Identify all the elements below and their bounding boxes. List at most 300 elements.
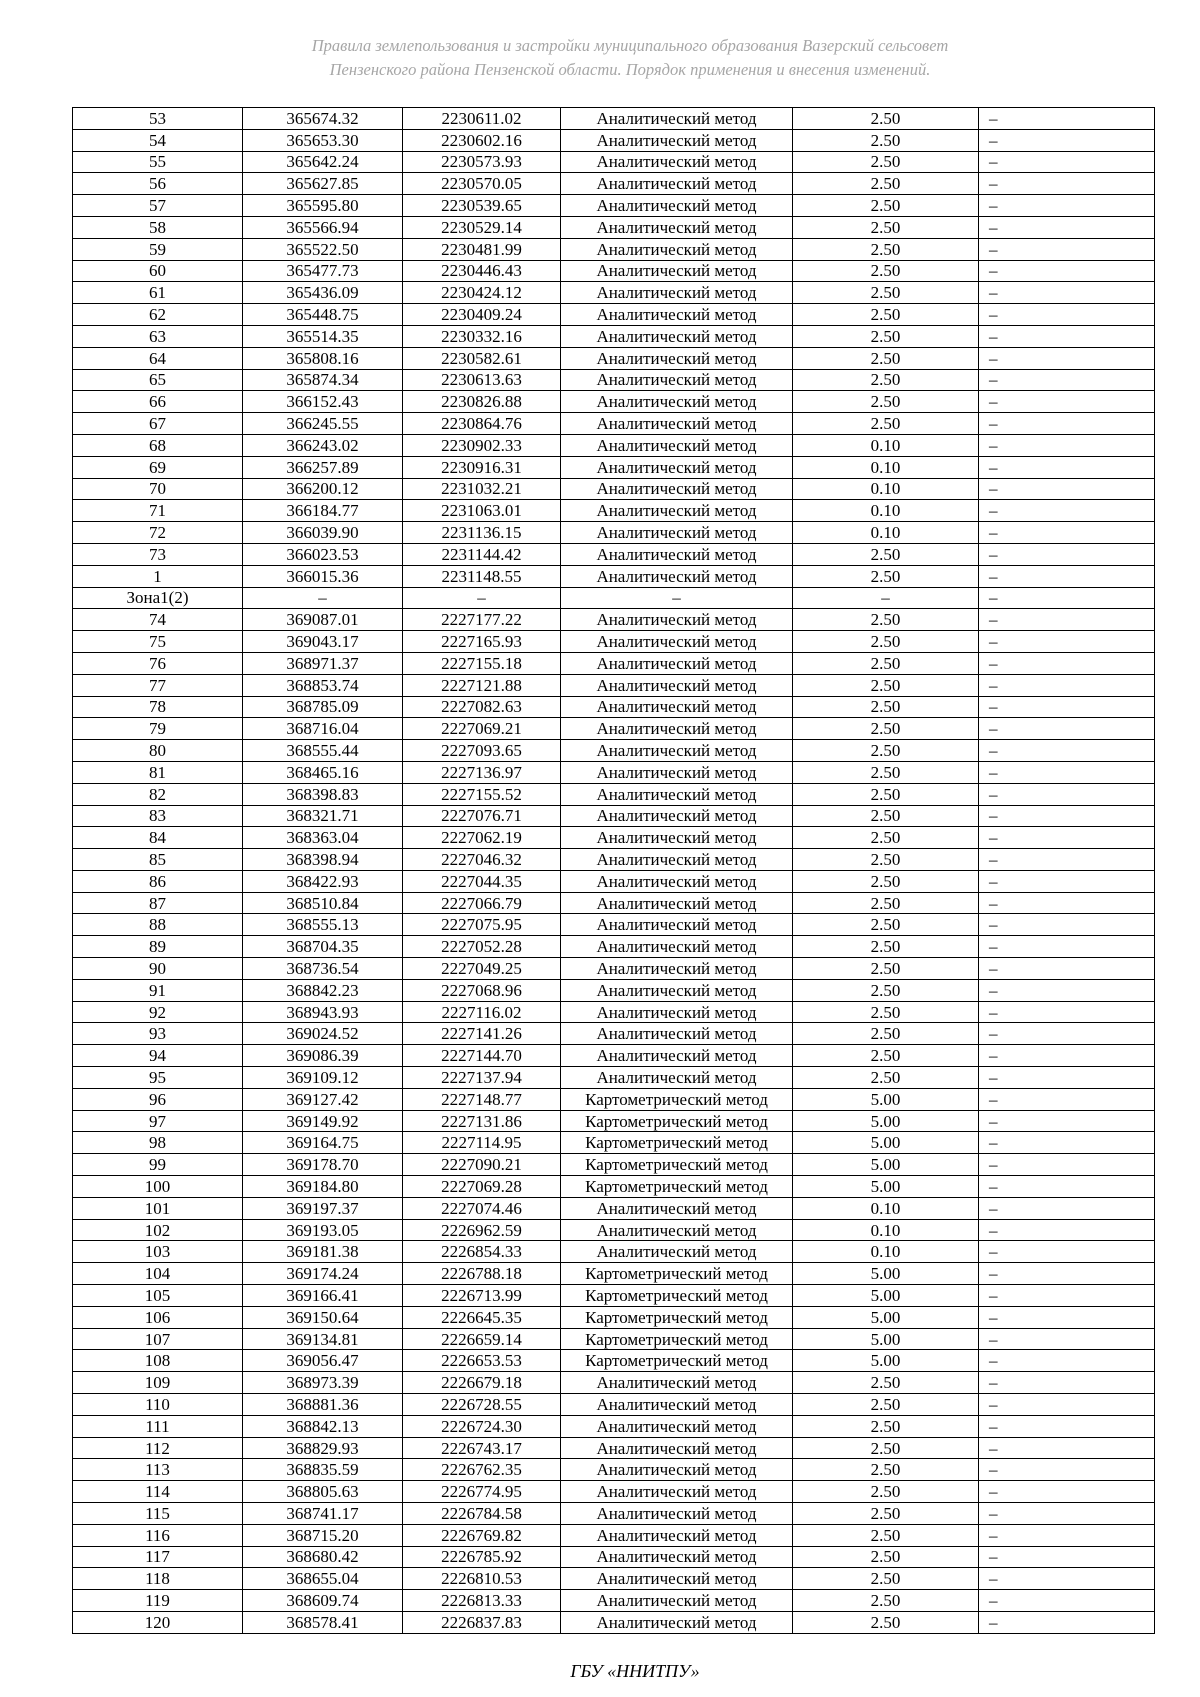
table-row bbox=[73, 304, 1155, 326]
y-coordinate-cell: 2226713.99 bbox=[403, 1285, 561, 1307]
method-cell: Аналитический метод bbox=[561, 173, 793, 195]
accuracy-cell: 5.00 bbox=[793, 1263, 979, 1285]
method-cell: Аналитический метод bbox=[561, 478, 793, 500]
page-header bbox=[140, 34, 1120, 82]
accuracy-cell: 0.10 bbox=[793, 478, 979, 500]
point-number-cell: 108 bbox=[73, 1350, 243, 1372]
description-cell: – bbox=[979, 936, 1155, 958]
point-number-cell: 57 bbox=[73, 195, 243, 217]
accuracy-cell: 0.10 bbox=[793, 500, 979, 522]
x-coordinate-cell: 368842.13 bbox=[243, 1415, 403, 1437]
accuracy-cell: 2.50 bbox=[793, 849, 979, 871]
accuracy-cell: 2.50 bbox=[793, 1503, 979, 1525]
method-cell: Аналитический метод bbox=[561, 108, 793, 130]
x-coordinate-cell: 368835.59 bbox=[243, 1459, 403, 1481]
y-coordinate-cell: 2230409.24 bbox=[403, 304, 561, 326]
point-number-cell: 118 bbox=[73, 1568, 243, 1590]
description-cell: – bbox=[979, 892, 1155, 914]
method-cell: Аналитический метод bbox=[561, 151, 793, 173]
description-cell: – bbox=[979, 1219, 1155, 1241]
x-coordinate-cell: 368655.04 bbox=[243, 1568, 403, 1590]
point-number-cell: 106 bbox=[73, 1306, 243, 1328]
method-cell: Аналитический метод bbox=[561, 849, 793, 871]
table-row bbox=[73, 522, 1155, 544]
method-cell: Аналитический метод bbox=[561, 1023, 793, 1045]
x-coordinate-cell: 369024.52 bbox=[243, 1023, 403, 1045]
y-coordinate-cell: 2226785.92 bbox=[403, 1546, 561, 1568]
accuracy-cell: 0.10 bbox=[793, 1219, 979, 1241]
method-cell: Аналитический метод bbox=[561, 783, 793, 805]
point-number-cell: 114 bbox=[73, 1481, 243, 1503]
description-cell: – bbox=[979, 1394, 1155, 1416]
accuracy-cell: 2.50 bbox=[793, 391, 979, 413]
accuracy-cell: 5.00 bbox=[793, 1350, 979, 1372]
y-coordinate-cell: 2226743.17 bbox=[403, 1437, 561, 1459]
accuracy-cell: 2.50 bbox=[793, 1568, 979, 1590]
x-coordinate-cell: 368736.54 bbox=[243, 958, 403, 980]
method-cell: Аналитический метод bbox=[561, 1611, 793, 1633]
accuracy-cell: 2.50 bbox=[793, 1481, 979, 1503]
method-cell: Картометрический метод bbox=[561, 1306, 793, 1328]
table-row bbox=[73, 1067, 1155, 1089]
x-coordinate-cell: 368578.41 bbox=[243, 1611, 403, 1633]
point-number-cell: 77 bbox=[73, 674, 243, 696]
x-coordinate-cell: 369166.41 bbox=[243, 1285, 403, 1307]
point-number-cell: 112 bbox=[73, 1437, 243, 1459]
description-cell: – bbox=[979, 805, 1155, 827]
table-row bbox=[73, 1503, 1155, 1525]
point-number-cell: 89 bbox=[73, 936, 243, 958]
table-row bbox=[73, 609, 1155, 631]
description-cell: – bbox=[979, 1611, 1155, 1633]
y-coordinate-cell: 2227062.19 bbox=[403, 827, 561, 849]
method-cell: Аналитический метод bbox=[561, 1481, 793, 1503]
y-coordinate-cell: 2227141.26 bbox=[403, 1023, 561, 1045]
description-cell: – bbox=[979, 304, 1155, 326]
accuracy-cell: 2.50 bbox=[793, 979, 979, 1001]
x-coordinate-cell: 368363.04 bbox=[243, 827, 403, 849]
description-cell: – bbox=[979, 391, 1155, 413]
method-cell: Картометрический метод bbox=[561, 1285, 793, 1307]
accuracy-cell: 5.00 bbox=[793, 1154, 979, 1176]
accuracy-cell: 2.50 bbox=[793, 892, 979, 914]
accuracy-cell: 5.00 bbox=[793, 1306, 979, 1328]
point-number-cell: 85 bbox=[73, 849, 243, 871]
point-number-cell: 83 bbox=[73, 805, 243, 827]
table-row bbox=[73, 587, 1155, 609]
point-number-cell: 105 bbox=[73, 1285, 243, 1307]
x-coordinate-cell: 369174.24 bbox=[243, 1263, 403, 1285]
method-cell: Аналитический метод bbox=[561, 761, 793, 783]
y-coordinate-cell: 2226813.33 bbox=[403, 1590, 561, 1612]
description-cell: – bbox=[979, 1481, 1155, 1503]
method-cell: Аналитический метод bbox=[561, 1415, 793, 1437]
description-cell: – bbox=[979, 195, 1155, 217]
description-cell: – bbox=[979, 1372, 1155, 1394]
method-cell: Аналитический метод bbox=[561, 434, 793, 456]
description-cell: – bbox=[979, 522, 1155, 544]
point-number-cell: 79 bbox=[73, 718, 243, 740]
y-coordinate-cell: 2227044.35 bbox=[403, 870, 561, 892]
x-coordinate-cell: 368680.42 bbox=[243, 1546, 403, 1568]
method-cell: – bbox=[561, 587, 793, 609]
table-row bbox=[73, 1088, 1155, 1110]
description-cell: – bbox=[979, 652, 1155, 674]
y-coordinate-cell: 2227074.46 bbox=[403, 1197, 561, 1219]
header-line-2: Пензенского района Пензенской области. Порядок применения и внесения изменений. bbox=[329, 60, 931, 79]
table-row bbox=[73, 151, 1155, 173]
description-cell: – bbox=[979, 347, 1155, 369]
description-cell: – bbox=[979, 740, 1155, 762]
y-coordinate-cell: 2230611.02 bbox=[403, 108, 561, 130]
y-coordinate-cell: 2227136.97 bbox=[403, 761, 561, 783]
method-cell: Картометрический метод bbox=[561, 1350, 793, 1372]
accuracy-cell: 2.50 bbox=[793, 936, 979, 958]
table-row bbox=[73, 1328, 1155, 1350]
y-coordinate-cell: 2227177.22 bbox=[403, 609, 561, 631]
description-cell: – bbox=[979, 849, 1155, 871]
point-number-cell: 96 bbox=[73, 1088, 243, 1110]
point-number-cell: 88 bbox=[73, 914, 243, 936]
description-cell: – bbox=[979, 718, 1155, 740]
description-cell: – bbox=[979, 1590, 1155, 1612]
accuracy-cell: 2.50 bbox=[793, 1372, 979, 1394]
accuracy-cell: 2.50 bbox=[793, 304, 979, 326]
description-cell: – bbox=[979, 587, 1155, 609]
accuracy-cell: 2.50 bbox=[793, 216, 979, 238]
y-coordinate-cell: 2231063.01 bbox=[403, 500, 561, 522]
accuracy-cell: 2.50 bbox=[793, 1045, 979, 1067]
point-number-cell: 67 bbox=[73, 413, 243, 435]
y-coordinate-cell: 2227114.95 bbox=[403, 1132, 561, 1154]
y-coordinate-cell: 2230864.76 bbox=[403, 413, 561, 435]
accuracy-cell: 2.50 bbox=[793, 1546, 979, 1568]
description-cell: – bbox=[979, 478, 1155, 500]
accuracy-cell: 5.00 bbox=[793, 1088, 979, 1110]
description-cell: – bbox=[979, 1306, 1155, 1328]
method-cell: Аналитический метод bbox=[561, 413, 793, 435]
method-cell: Аналитический метод bbox=[561, 129, 793, 151]
y-coordinate-cell: 2227144.70 bbox=[403, 1045, 561, 1067]
x-coordinate-cell: 368510.84 bbox=[243, 892, 403, 914]
page-footer: ГБУ «ННИТПУ» bbox=[570, 1661, 700, 1681]
x-coordinate-cell: 365448.75 bbox=[243, 304, 403, 326]
table-row bbox=[73, 674, 1155, 696]
method-cell: Аналитический метод bbox=[561, 1219, 793, 1241]
x-coordinate-cell: 368704.35 bbox=[243, 936, 403, 958]
table-row bbox=[73, 827, 1155, 849]
point-number-cell: 71 bbox=[73, 500, 243, 522]
accuracy-cell: 2.50 bbox=[793, 761, 979, 783]
table-row bbox=[73, 1546, 1155, 1568]
x-coordinate-cell: 366023.53 bbox=[243, 543, 403, 565]
y-coordinate-cell: 2230582.61 bbox=[403, 347, 561, 369]
y-coordinate-cell: 2230570.05 bbox=[403, 173, 561, 195]
description-cell: – bbox=[979, 325, 1155, 347]
table-row bbox=[73, 783, 1155, 805]
method-cell: Аналитический метод bbox=[561, 216, 793, 238]
table-row bbox=[73, 456, 1155, 478]
description-cell: – bbox=[979, 1350, 1155, 1372]
point-number-cell: Зона1(2) bbox=[73, 587, 243, 609]
accuracy-cell: 2.50 bbox=[793, 347, 979, 369]
point-number-cell: 66 bbox=[73, 391, 243, 413]
y-coordinate-cell: 2230916.31 bbox=[403, 456, 561, 478]
x-coordinate-cell: 368398.83 bbox=[243, 783, 403, 805]
y-coordinate-cell: 2227121.88 bbox=[403, 674, 561, 696]
method-cell: Аналитический метод bbox=[561, 1546, 793, 1568]
x-coordinate-cell: 369149.92 bbox=[243, 1110, 403, 1132]
accuracy-cell: 0.10 bbox=[793, 456, 979, 478]
x-coordinate-cell: 365566.94 bbox=[243, 216, 403, 238]
description-cell: – bbox=[979, 1197, 1155, 1219]
y-coordinate-cell: 2227075.95 bbox=[403, 914, 561, 936]
description-cell: – bbox=[979, 238, 1155, 260]
point-number-cell: 113 bbox=[73, 1459, 243, 1481]
x-coordinate-cell: 366200.12 bbox=[243, 478, 403, 500]
description-cell: – bbox=[979, 565, 1155, 587]
y-coordinate-cell: 2230539.65 bbox=[403, 195, 561, 217]
y-coordinate-cell: 2230481.99 bbox=[403, 238, 561, 260]
y-coordinate-cell: 2230826.88 bbox=[403, 391, 561, 413]
table-row bbox=[73, 1459, 1155, 1481]
x-coordinate-cell: 369109.12 bbox=[243, 1067, 403, 1089]
description-cell: – bbox=[979, 1263, 1155, 1285]
accuracy-cell: 5.00 bbox=[793, 1285, 979, 1307]
table-row bbox=[73, 282, 1155, 304]
description-cell: – bbox=[979, 1001, 1155, 1023]
accuracy-cell: 2.50 bbox=[793, 674, 979, 696]
table-row bbox=[73, 1372, 1155, 1394]
description-cell: – bbox=[979, 870, 1155, 892]
table-row bbox=[73, 1132, 1155, 1154]
description-cell: – bbox=[979, 1437, 1155, 1459]
y-coordinate-cell: 2226679.18 bbox=[403, 1372, 561, 1394]
description-cell: – bbox=[979, 1328, 1155, 1350]
x-coordinate-cell: 368881.36 bbox=[243, 1394, 403, 1416]
accuracy-cell: 2.50 bbox=[793, 958, 979, 980]
y-coordinate-cell: 2230602.16 bbox=[403, 129, 561, 151]
point-number-cell: 81 bbox=[73, 761, 243, 783]
accuracy-cell: 2.50 bbox=[793, 173, 979, 195]
description-cell: – bbox=[979, 216, 1155, 238]
table-row bbox=[73, 761, 1155, 783]
table-row bbox=[73, 849, 1155, 871]
method-cell: Аналитический метод bbox=[561, 282, 793, 304]
y-coordinate-cell: 2227068.96 bbox=[403, 979, 561, 1001]
description-cell: – bbox=[979, 369, 1155, 391]
method-cell: Аналитический метод bbox=[561, 936, 793, 958]
method-cell: Аналитический метод bbox=[561, 696, 793, 718]
x-coordinate-cell: 366039.90 bbox=[243, 522, 403, 544]
method-cell: Картометрический метод bbox=[561, 1088, 793, 1110]
x-coordinate-cell: 369087.01 bbox=[243, 609, 403, 631]
accuracy-cell: 2.50 bbox=[793, 195, 979, 217]
point-number-cell: 70 bbox=[73, 478, 243, 500]
method-cell: Аналитический метод bbox=[561, 304, 793, 326]
description-cell: – bbox=[979, 151, 1155, 173]
y-coordinate-cell: 2227116.02 bbox=[403, 1001, 561, 1023]
table-row bbox=[73, 1437, 1155, 1459]
y-coordinate-cell: 2227046.32 bbox=[403, 849, 561, 871]
point-number-cell: 116 bbox=[73, 1524, 243, 1546]
y-coordinate-cell: 2230424.12 bbox=[403, 282, 561, 304]
accuracy-cell: 2.50 bbox=[793, 325, 979, 347]
y-coordinate-cell: 2227093.65 bbox=[403, 740, 561, 762]
point-number-cell: 73 bbox=[73, 543, 243, 565]
point-number-cell: 109 bbox=[73, 1372, 243, 1394]
method-cell: Аналитический метод bbox=[561, 1067, 793, 1089]
x-coordinate-cell: 365436.09 bbox=[243, 282, 403, 304]
description-cell: – bbox=[979, 456, 1155, 478]
x-coordinate-cell: 368741.17 bbox=[243, 1503, 403, 1525]
y-coordinate-cell: 2227069.28 bbox=[403, 1176, 561, 1198]
point-number-cell: 103 bbox=[73, 1241, 243, 1263]
point-number-cell: 74 bbox=[73, 609, 243, 631]
coordinates-table-body bbox=[73, 108, 1155, 1634]
y-coordinate-cell: 2227137.94 bbox=[403, 1067, 561, 1089]
accuracy-cell: 2.50 bbox=[793, 914, 979, 936]
accuracy-cell: 2.50 bbox=[793, 413, 979, 435]
table-row bbox=[73, 500, 1155, 522]
description-cell: – bbox=[979, 1503, 1155, 1525]
description-cell: – bbox=[979, 129, 1155, 151]
description-cell: – bbox=[979, 1524, 1155, 1546]
accuracy-cell: 2.50 bbox=[793, 1524, 979, 1546]
x-coordinate-cell: 365627.85 bbox=[243, 173, 403, 195]
point-number-cell: 59 bbox=[73, 238, 243, 260]
table-row bbox=[73, 740, 1155, 762]
x-coordinate-cell: 366245.55 bbox=[243, 413, 403, 435]
y-coordinate-cell: 2227165.93 bbox=[403, 631, 561, 653]
description-cell: – bbox=[979, 1241, 1155, 1263]
table-row bbox=[73, 1306, 1155, 1328]
accuracy-cell: – bbox=[793, 587, 979, 609]
description-cell: – bbox=[979, 979, 1155, 1001]
accuracy-cell: 0.10 bbox=[793, 522, 979, 544]
x-coordinate-cell: 368829.93 bbox=[243, 1437, 403, 1459]
method-cell: Аналитический метод bbox=[561, 456, 793, 478]
point-number-cell: 62 bbox=[73, 304, 243, 326]
table-row bbox=[73, 1590, 1155, 1612]
point-number-cell: 76 bbox=[73, 652, 243, 674]
method-cell: Аналитический метод bbox=[561, 543, 793, 565]
description-cell: – bbox=[979, 696, 1155, 718]
y-coordinate-cell: 2227155.18 bbox=[403, 652, 561, 674]
table-row bbox=[73, 1241, 1155, 1263]
x-coordinate-cell: 368785.09 bbox=[243, 696, 403, 718]
accuracy-cell: 5.00 bbox=[793, 1176, 979, 1198]
accuracy-cell: 2.50 bbox=[793, 1001, 979, 1023]
accuracy-cell: 0.10 bbox=[793, 1241, 979, 1263]
table-row bbox=[73, 631, 1155, 653]
x-coordinate-cell: 368321.71 bbox=[243, 805, 403, 827]
x-coordinate-cell: 369134.81 bbox=[243, 1328, 403, 1350]
x-coordinate-cell: 369197.37 bbox=[243, 1197, 403, 1219]
table-row bbox=[73, 369, 1155, 391]
description-cell: – bbox=[979, 783, 1155, 805]
accuracy-cell: 2.50 bbox=[793, 1611, 979, 1633]
y-coordinate-cell: 2230573.93 bbox=[403, 151, 561, 173]
description-cell: – bbox=[979, 1132, 1155, 1154]
y-coordinate-cell: 2230332.16 bbox=[403, 325, 561, 347]
description-cell: – bbox=[979, 1285, 1155, 1307]
table-row bbox=[73, 1415, 1155, 1437]
accuracy-cell: 2.50 bbox=[793, 609, 979, 631]
table-row bbox=[73, 347, 1155, 369]
x-coordinate-cell: 368971.37 bbox=[243, 652, 403, 674]
description-cell: – bbox=[979, 173, 1155, 195]
x-coordinate-cell: 369086.39 bbox=[243, 1045, 403, 1067]
x-coordinate-cell: 365808.16 bbox=[243, 347, 403, 369]
y-coordinate-cell: 2231032.21 bbox=[403, 478, 561, 500]
x-coordinate-cell: 366257.89 bbox=[243, 456, 403, 478]
method-cell: Аналитический метод bbox=[561, 718, 793, 740]
method-cell: Аналитический метод bbox=[561, 1437, 793, 1459]
method-cell: Аналитический метод bbox=[561, 914, 793, 936]
point-number-cell: 110 bbox=[73, 1394, 243, 1416]
y-coordinate-cell: 2226762.35 bbox=[403, 1459, 561, 1481]
x-coordinate-cell: 369127.42 bbox=[243, 1088, 403, 1110]
accuracy-cell: 2.50 bbox=[793, 805, 979, 827]
method-cell: Аналитический метод bbox=[561, 1459, 793, 1481]
x-coordinate-cell: 365477.73 bbox=[243, 260, 403, 282]
table-row bbox=[73, 652, 1155, 674]
description-cell: – bbox=[979, 914, 1155, 936]
x-coordinate-cell: 365874.34 bbox=[243, 369, 403, 391]
method-cell: Картометрический метод bbox=[561, 1263, 793, 1285]
method-cell: Аналитический метод bbox=[561, 369, 793, 391]
method-cell: Картометрический метод bbox=[561, 1176, 793, 1198]
point-number-cell: 93 bbox=[73, 1023, 243, 1045]
y-coordinate-cell: 2227066.79 bbox=[403, 892, 561, 914]
method-cell: Аналитический метод bbox=[561, 631, 793, 653]
description-cell: – bbox=[979, 1568, 1155, 1590]
y-coordinate-cell: 2226784.58 bbox=[403, 1503, 561, 1525]
table-row bbox=[73, 914, 1155, 936]
description-cell: – bbox=[979, 761, 1155, 783]
table-row bbox=[73, 1285, 1155, 1307]
y-coordinate-cell: 2226837.83 bbox=[403, 1611, 561, 1633]
table-row bbox=[73, 718, 1155, 740]
accuracy-cell: 0.10 bbox=[793, 434, 979, 456]
x-coordinate-cell: 368853.74 bbox=[243, 674, 403, 696]
table-row bbox=[73, 565, 1155, 587]
table-row bbox=[73, 434, 1155, 456]
y-coordinate-cell: 2227155.52 bbox=[403, 783, 561, 805]
point-number-cell: 68 bbox=[73, 434, 243, 456]
method-cell: Аналитический метод bbox=[561, 565, 793, 587]
point-number-cell: 80 bbox=[73, 740, 243, 762]
table-row bbox=[73, 1481, 1155, 1503]
x-coordinate-cell: 365522.50 bbox=[243, 238, 403, 260]
coordinates-table bbox=[72, 107, 1155, 1634]
table-row bbox=[73, 108, 1155, 130]
table-row bbox=[73, 216, 1155, 238]
accuracy-cell: 2.50 bbox=[793, 129, 979, 151]
table-row bbox=[73, 696, 1155, 718]
point-number-cell: 115 bbox=[73, 1503, 243, 1525]
method-cell: Аналитический метод bbox=[561, 674, 793, 696]
accuracy-cell: 2.50 bbox=[793, 565, 979, 587]
accuracy-cell: 2.50 bbox=[793, 151, 979, 173]
y-coordinate-cell: 2227082.63 bbox=[403, 696, 561, 718]
x-coordinate-cell: 368805.63 bbox=[243, 1481, 403, 1503]
point-number-cell: 87 bbox=[73, 892, 243, 914]
x-coordinate-cell: 368973.39 bbox=[243, 1372, 403, 1394]
x-coordinate-cell: 369184.80 bbox=[243, 1176, 403, 1198]
method-cell: Аналитический метод bbox=[561, 1372, 793, 1394]
